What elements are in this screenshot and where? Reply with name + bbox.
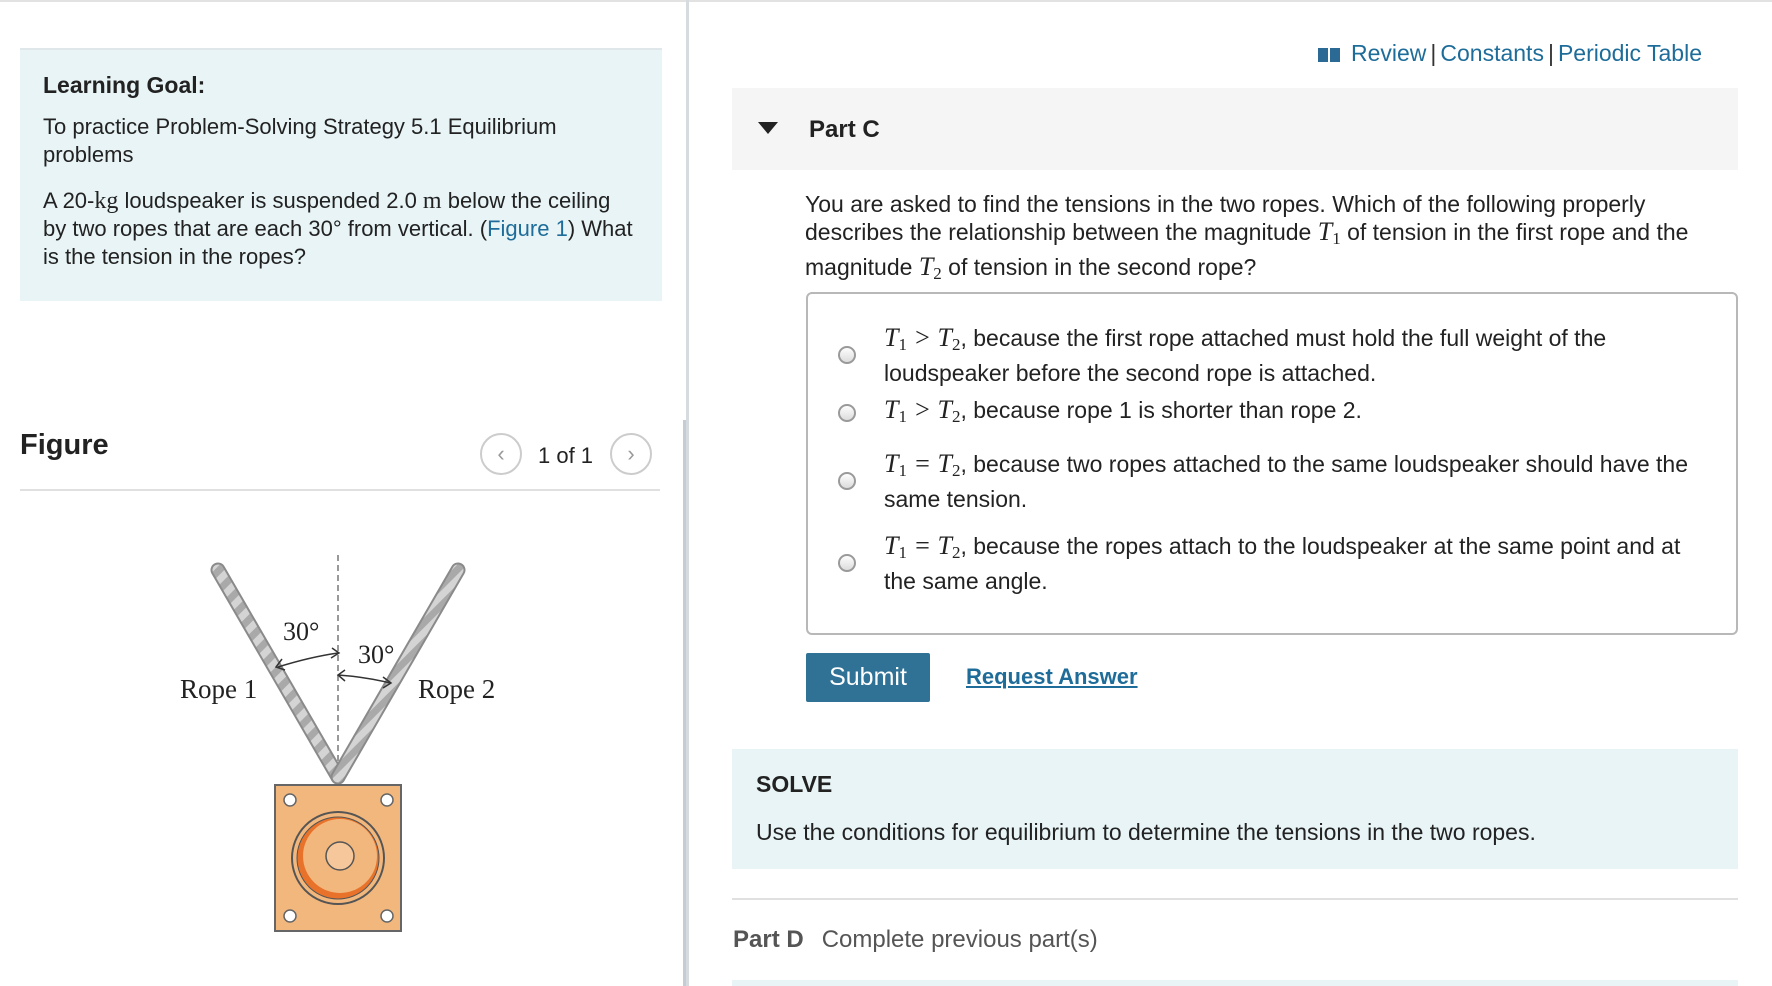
chevron-left-icon: ‹ <box>497 441 505 466</box>
option-4-radio[interactable] <box>838 554 856 572</box>
part-d-row <box>733 926 1098 954</box>
option-3-radio[interactable] <box>838 472 856 490</box>
panel-scrollbar[interactable] <box>683 420 686 986</box>
figure-link[interactable]: Figure 1 <box>487 216 568 241</box>
figure-header <box>20 425 660 491</box>
length-unit: m <box>422 188 442 214</box>
loudspeaker-figure <box>170 555 530 935</box>
mass-unit: kg <box>94 188 119 214</box>
angle-arc-1 <box>278 653 338 667</box>
angle-label-2: 30° <box>358 640 395 669</box>
angle-arc-2 <box>338 675 390 683</box>
figure-next-button[interactable] <box>610 433 652 475</box>
collapse-caret-icon[interactable] <box>758 122 778 134</box>
solve-heading: SOLVE <box>756 771 833 797</box>
loudspeaker <box>275 785 401 931</box>
request-answer-link[interactable]: Request Answer <box>966 664 1138 689</box>
option-3-text: $T_1 = T_2$, because two ropes attached to the same loudspeaker should have the same tension. <box>884 449 1689 512</box>
book-icon <box>1317 46 1341 64</box>
option-1-text: $T_1 > T_2$, because the first rope attached must hold the full weight of the loudspeaker before the second rope is attached. <box>884 323 1607 386</box>
angle-label-1: 30° <box>283 617 320 646</box>
figure-title: Figure <box>20 429 109 461</box>
part-c-question: You are asked to find the tensions in the two ropes. Which of the following properly describes the relationship between the magnitude $T_1$ of tension in the first rope and the magnitude $T_2$ of tension in the second rope? <box>805 191 1689 283</box>
next-section-edge <box>732 980 1738 986</box>
learning-goal-box <box>20 48 662 301</box>
constants-link[interactable]: Constants <box>1440 40 1544 66</box>
solve-text: Use the conditions for equilibrium to determine the tensions in the two ropes. <box>756 819 1536 845</box>
rope-2-label: Rope 2 <box>418 674 496 704</box>
figure-prev-button[interactable] <box>480 433 522 475</box>
resource-links: Review | Constants | Periodic Table <box>1317 40 1702 67</box>
answer-options <box>806 292 1738 635</box>
part-d-status: Complete previous part(s) <box>821 926 1098 953</box>
figure-pager: 1 of 1 <box>538 443 594 468</box>
learning-goal-heading: Learning Goal: <box>43 72 206 98</box>
problem-statement: A 20-kg loudspeaker is suspended 2.0 m below the ceiling by two ropes that are each 30° from vertical. (Figure 1) What is the tension in the ropes? <box>43 188 633 269</box>
periodic-table-link[interactable]: Periodic Table <box>1557 40 1702 66</box>
review-link[interactable]: Review <box>1350 40 1427 66</box>
chevron-right-icon: › <box>627 441 635 466</box>
submit-button[interactable]: Submit <box>806 653 930 702</box>
learning-goal-intro: To practice Problem-Solving Strategy 5.1 Equilibrium problems <box>43 114 557 167</box>
top-border <box>0 0 1772 2</box>
part-d-divider <box>732 898 1738 900</box>
part-c-title: Part C <box>809 116 880 143</box>
option-2-radio[interactable] <box>838 404 856 422</box>
part-d-label: Part D <box>733 926 804 953</box>
option-2-text: $T_1 > T_2$, because rope 1 is shorter than rope 2. <box>884 395 1362 426</box>
rope-1-label: Rope 1 <box>180 674 258 704</box>
option-4-text: $T_1 = T_2$, because the ropes attach to the loudspeaker at the same point and at the same angle. <box>884 531 1681 594</box>
solve-box <box>732 749 1738 869</box>
panel-divider <box>686 0 689 986</box>
option-1-radio[interactable] <box>838 346 856 364</box>
part-c-header[interactable] <box>732 88 1738 170</box>
